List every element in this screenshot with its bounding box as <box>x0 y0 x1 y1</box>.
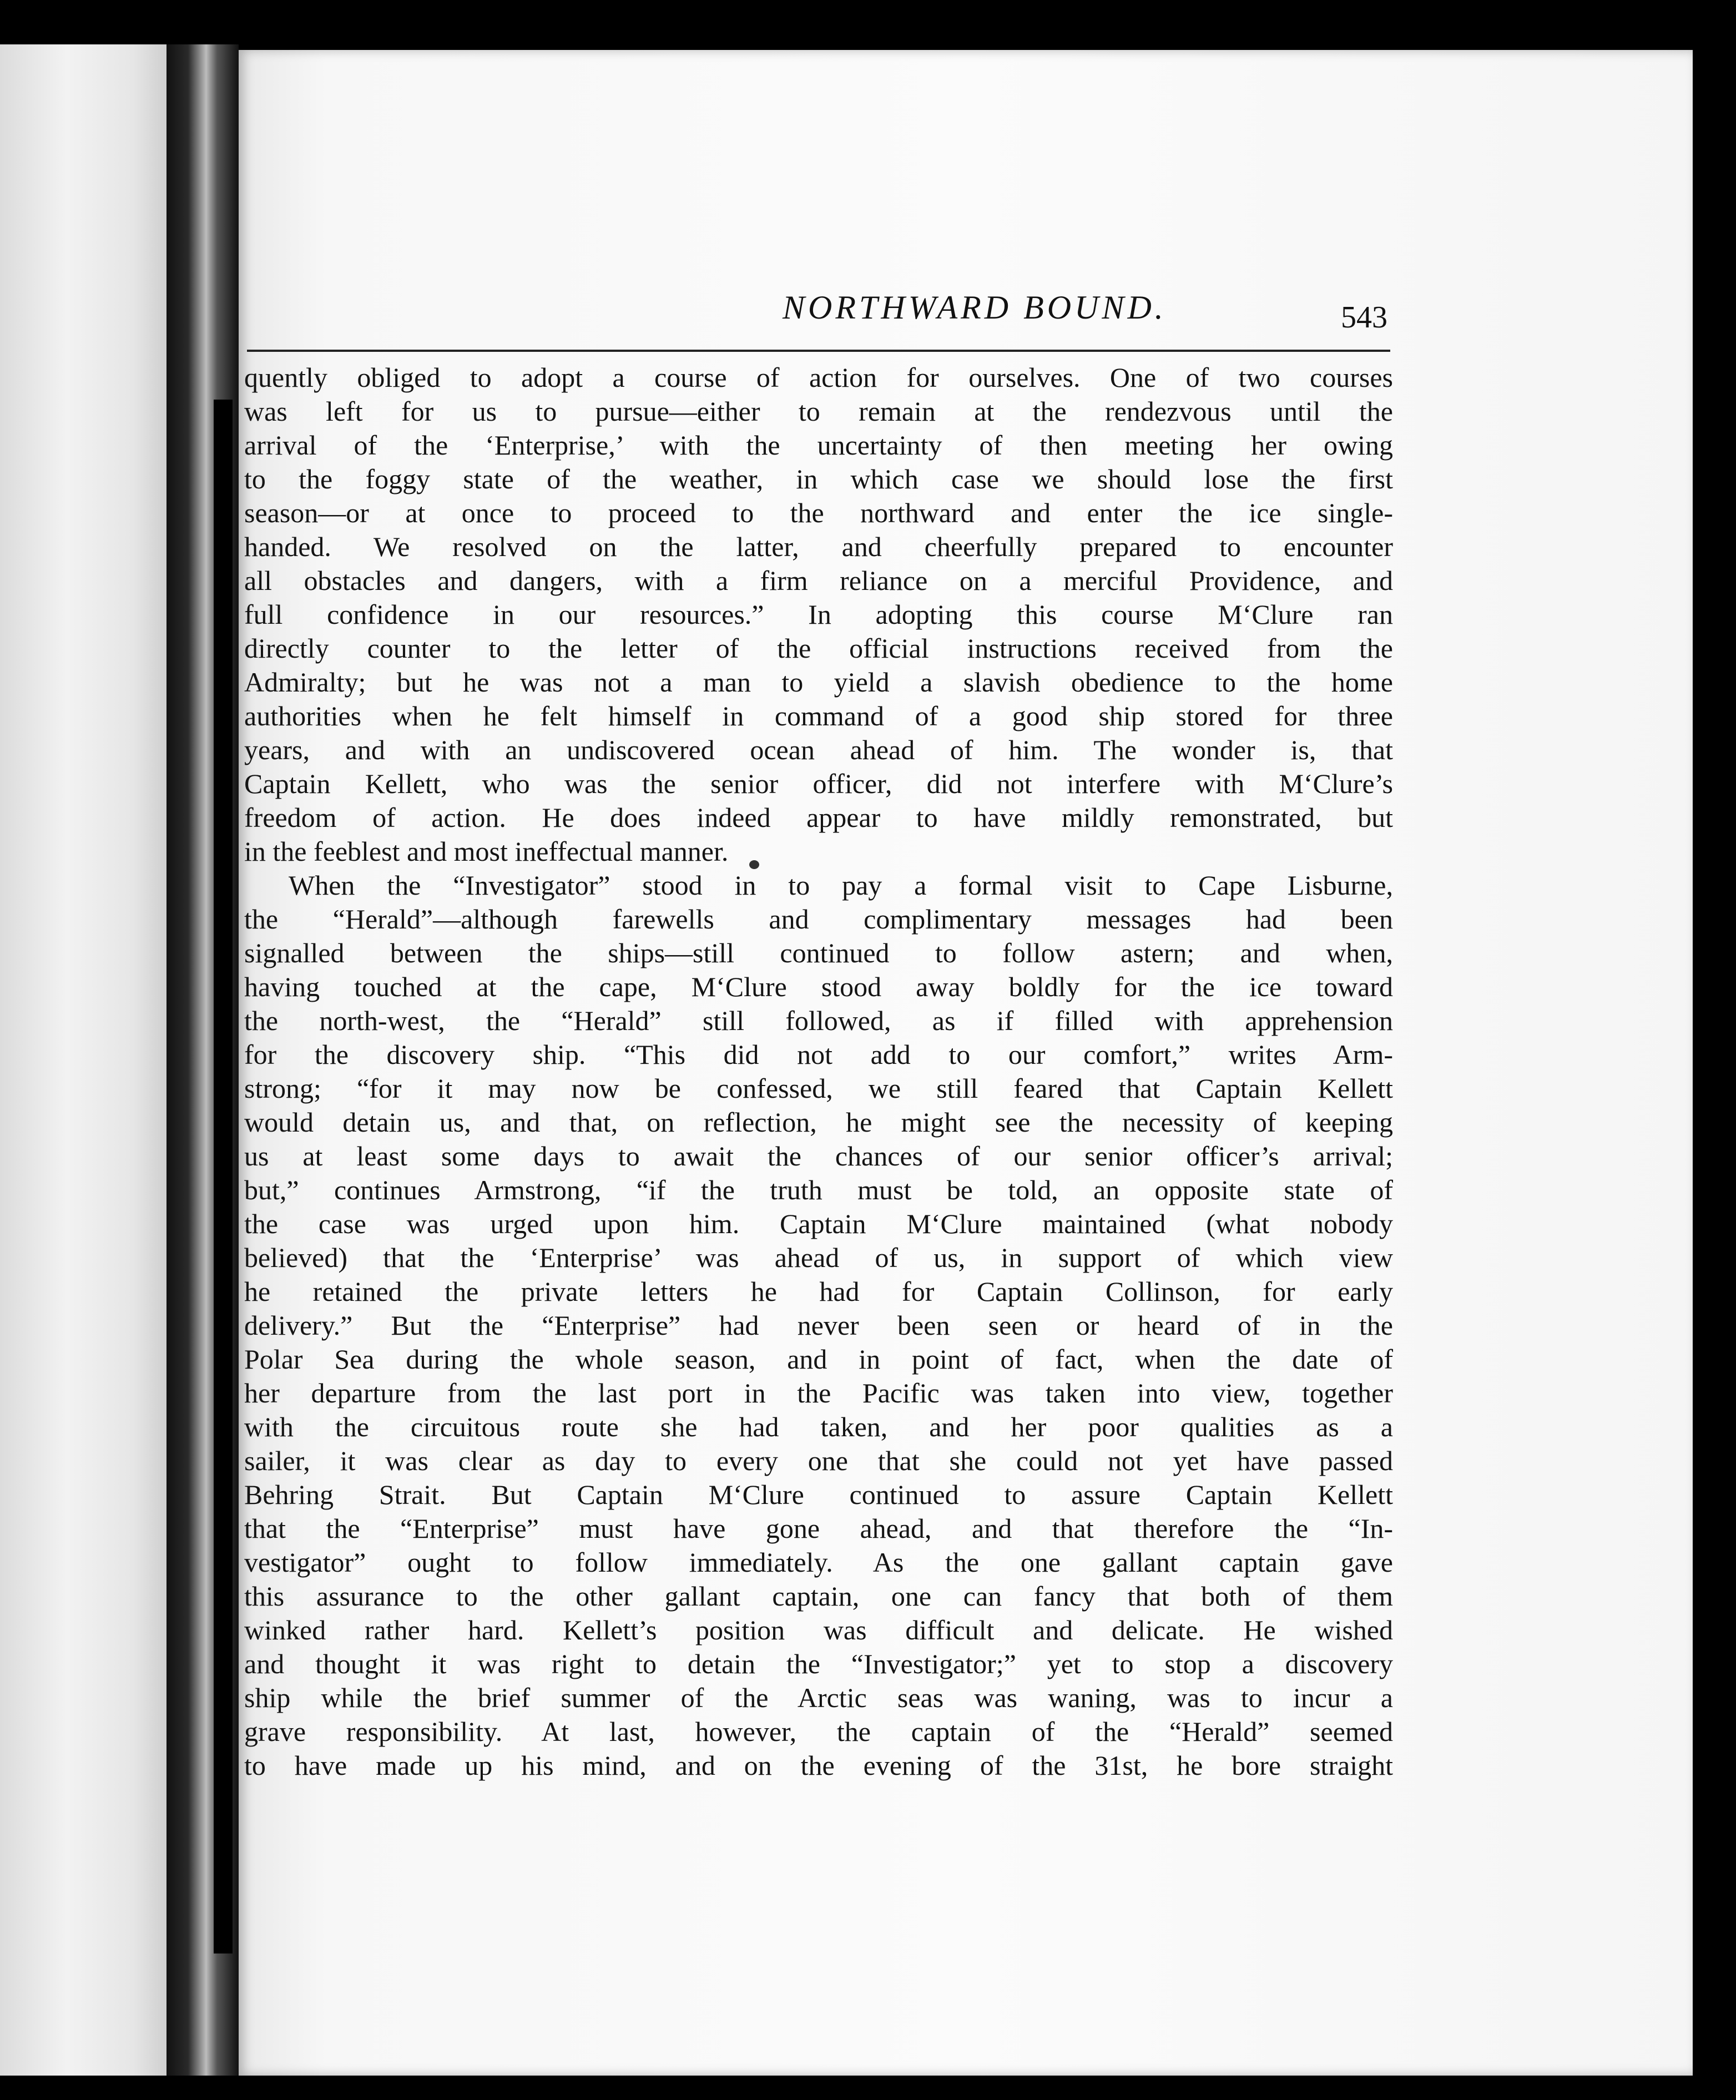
text-line: Captain Kellett, who was the senior officer, did not interfere with M‘Clure’s <box>244 768 1393 799</box>
header-rule <box>247 350 1390 352</box>
text-line: and thought it was right to detain the “Investigator;” yet to stop a discovery <box>244 1648 1393 1679</box>
text-line: delivery.” But the “Enterprise” had never been seen or heard of in the <box>244 1310 1393 1341</box>
text-line: When the “Investigator” stood in to pay a formal visit to Cape Lisburne, <box>289 870 1393 901</box>
text-line: for the discovery ship. “This did not add to our comfort,” writes Arm- <box>244 1039 1393 1070</box>
text-line: authorities when he felt himself in command of a good ship stored for three <box>244 700 1393 731</box>
text-line: this assurance to the other gallant captain, one can fancy that both of them <box>244 1581 1393 1612</box>
text-line: having touched at the cape, M‘Clure stood away boldly for the ice toward <box>244 971 1393 1002</box>
text-line: her departure from the last port in the Pacific was taken into view, together <box>244 1377 1393 1409</box>
text-line: to have made up his mind, and on the evening of the 31st, he bore straight <box>244 1750 1393 1781</box>
text-line: believed) that the ‘Enterprise’ was ahead of us, in support of which view <box>244 1242 1393 1273</box>
text-line: Behring Strait. But Captain M‘Clure continued to assure Captain Kellett <box>244 1479 1393 1510</box>
text-line: full confidence in our resources.” In adopting this course M‘Clure ran <box>244 599 1393 630</box>
text-line: all obstacles and dangers, with a firm reliance on a merciful Providence, and <box>244 565 1393 596</box>
text-line: winked rather hard. Kellett’s position was difficult and delicate. He wished <box>244 1614 1393 1645</box>
text-line: us at least some days to await the chances of our senior officer’s arrival; <box>244 1140 1393 1172</box>
text-line: vestigator” ought to follow immediately. As the one gallant captain gave <box>244 1547 1393 1578</box>
text-line: directly counter to the letter of the official instructions received from the <box>244 633 1393 664</box>
text-line: Polar Sea during the whole season, and in point of fact, when the date of <box>244 1344 1393 1375</box>
text-line: that the “Enterprise” must have gone ahead, and that therefore the “In- <box>244 1513 1393 1544</box>
text-line: signalled between the ships—still continued to follow astern; and when, <box>244 937 1393 968</box>
text-line: years, and with an undiscovered ocean ahead of him. The wonder is, that <box>244 734 1393 765</box>
body-text <box>244 361 1393 1783</box>
text-line: the north-west, the “Herald” still followed, as if filled with apprehension <box>244 1005 1393 1036</box>
text-line: ship while the brief summer of the Arctic seas was waning, was to incur a <box>244 1682 1393 1713</box>
text-line: but,” continues Armstrong, “if the truth must be told, an opposite state of <box>244 1174 1393 1205</box>
text-line: was left for us to pursue—either to remain at the rendezvous until the <box>244 396 1393 427</box>
text-line: to the foggy state of the weather, in which case we should lose the first <box>244 463 1393 494</box>
running-title: NORTHWARD BOUND. <box>783 289 1167 326</box>
text-line: with the circuitous route she had taken, and her poor qualities as a <box>244 1411 1393 1442</box>
text-line: arrival of the ‘Enterprise,’ with the uncertainty of then meeting her owing <box>244 430 1393 461</box>
text-line: quently obliged to adopt a course of action for ourselves. One of two courses <box>244 362 1393 393</box>
facing-page-edge <box>0 44 166 2076</box>
text-line: in the feeblest and most ineffectual manner. <box>244 836 729 867</box>
text-line: sailer, it was clear as day to every one that she could not yet have passed <box>244 1445 1393 1476</box>
text-line: grave responsibility. At last, however, the captain of the “Herald” seemed <box>244 1716 1393 1747</box>
text-line: would detain us, and that, on reflection, he might see the necessity of keeping <box>244 1107 1393 1138</box>
binding-shadow <box>214 400 233 1953</box>
text-line: strong; “for it may now be confessed, we still feared that Captain Kellett <box>244 1073 1393 1104</box>
text-line: Admiralty; but he was not a man to yield a slavish obedience to the home <box>244 667 1393 698</box>
page-number: 543 <box>1341 300 1387 335</box>
text-line: the “Herald”—although farewells and complimentary messages had been <box>244 903 1393 935</box>
text-line: he retained the private letters he had for Captain Collinson, for early <box>244 1276 1393 1307</box>
page-header <box>250 283 1387 344</box>
text-line: the case was urged upon him. Captain M‘Clure maintained (what nobody <box>244 1208 1393 1239</box>
text-line: season—or at once to proceed to the northward and enter the ice single- <box>244 497 1393 528</box>
text-line: handed. We resolved on the latter, and cheerfully prepared to encounter <box>244 531 1393 562</box>
text-line: freedom of action. He does indeed appear to have mildly remonstrated, but <box>244 802 1393 833</box>
